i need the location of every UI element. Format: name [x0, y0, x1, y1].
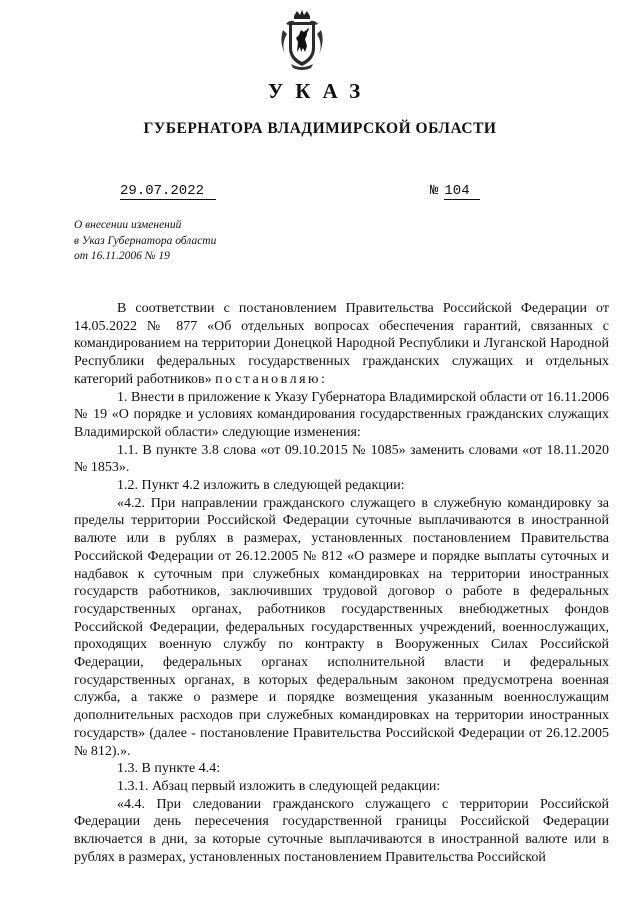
topic-line: от 16.11.2006 № 19: [74, 250, 170, 262]
item-1-3-paragraph: 1.3. В пункте 4.4:: [117, 761, 221, 777]
item-1-1-paragraph: 1.1. В пункте 3.8 слова «от 09.10.2015 № 1085» заменить словами «от 18.11.2020 № 1853».: [74, 442, 609, 476]
coat-of-arms-icon: [277, 8, 327, 72]
preamble-paragraph: [74, 300, 609, 389]
item-1-2-paragraph: 1.2. Пункт 4.2 изложить в следующей редакции:: [117, 478, 405, 494]
decree-date: [120, 183, 216, 199]
topic-line: в Указ Губернатора области: [74, 234, 217, 247]
item-1-3-1-paragraph: 1.3.1. Абзац первый изложить в следующей редакции:: [117, 778, 441, 794]
item-1-paragraph: 1. Внести в приложение к Указу Губернатора Владимирской области от 16.11.2006 № 19 «О порядке и условиях командирования государственных гражданских служащих Владимирской области» следующие изменения:: [74, 389, 609, 440]
number-label: №: [430, 183, 439, 199]
item-4-4-text-paragraph: «4.4. При следовании гражданского служащего с территории Российской Федерации день пересечения государственной границы Российской Федерации включается в дни, за которые суточные выплачиваются в иностранной валюте или в рублях в размерах, установленных постановлением Правительства Российской: [74, 796, 609, 865]
resolve-word: постановляю:: [215, 371, 328, 387]
date-value: 29.07.2022: [120, 183, 216, 200]
item-4-2-text-paragraph: «4.2. При направлении гражданского служащего в служебную командировку за пределы территории Российской Федерации суточные выплачиваются в иностранной валюте или в рублях в размерах, установленных постановлением Правительства Российской Федерации от 26.12.2005 № 812 «О размере и порядке выплаты суточных и надбавок к суточным при служебных командировках на территории иностранных государств работников, заключивших трудовой договор о работе в федеральных государственных органах, работников государственных внебюджетных фондов Российской Федерации, федеральных государственных учреждений, военнослужащих, проходящих военную службу по контракту в Вооруженных Силах Российской Федерации, федеральных органах исполнительной власти и федеральных государственных органах, в которых федеральным законом предусмотрена военная служба, а также о размере и порядке возмещения указанным военнослужащим дополнительных расходов при служебных командировках на территории иностранных государств» (далее - постановление Правительства Российской Федерации от 26.12.2005 № 812).».: [74, 495, 609, 759]
decree-number: [430, 183, 480, 199]
decree-body: [74, 300, 609, 867]
decree-title: УКАЗ: [267, 79, 373, 103]
preamble-text: В соответствии с постановлением Правительства Российской Федерации от 14.05.2022 № 877 «Об отдельных вопросах обеспечения гарантий, связанных с командированием на территории Донецкой Народной Республики и Луганской Народной Республики федеральных государственных гражданских служащих и отдельных категорий работников»: [74, 301, 609, 387]
issuer-title: ГУБЕРНАТОРА ВЛАДИМИРСКОЙ ОБЛАСТИ: [143, 120, 497, 137]
topic-line: О внесении изменений: [74, 219, 182, 231]
decree-topic: [74, 218, 216, 265]
number-value: 104: [444, 183, 479, 200]
